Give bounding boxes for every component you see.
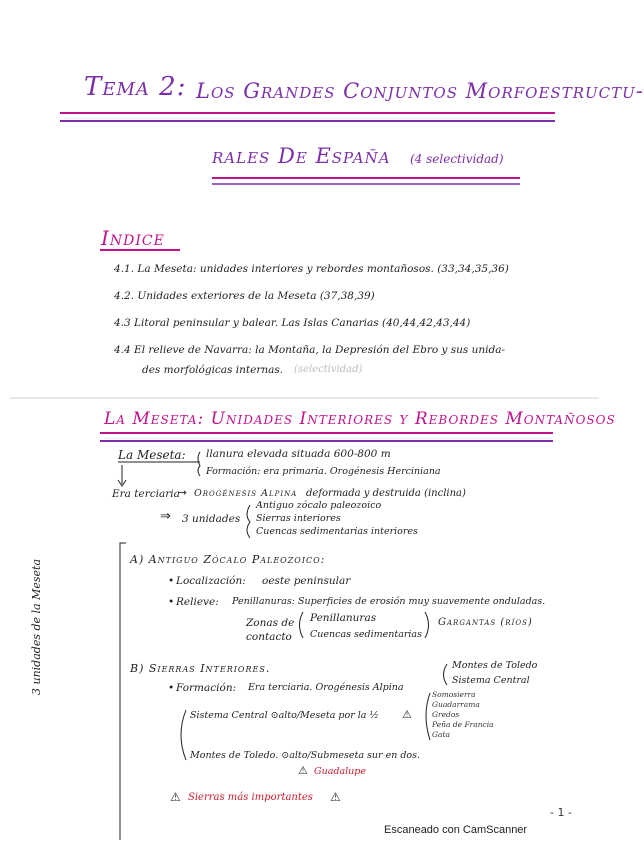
index-item-4-note: (selectividad) [294, 364, 363, 375]
meseta-def-2: Formación: era primaria. Orogénesis Herciniana [206, 466, 441, 477]
formacion-value: Era terciaria. Orogénesis Alpina [248, 682, 404, 693]
range-5: Gata [432, 730, 450, 739]
meseta-label: La Meseta: [118, 448, 186, 462]
page-number: - 1 - [550, 806, 572, 819]
localizacion-label: Localización: [176, 575, 246, 587]
unidad-1: Antiguo zócalo paleozoico [256, 500, 382, 511]
index-item-1: 4.1. La Meseta: unidades interiores y rebordes montañosos. (33,34,35,36) [114, 263, 509, 275]
title-main: Los Grandes Conjuntos Morfoestructu- [196, 79, 644, 103]
index-item-4-line2: des morfológicas internas. [142, 364, 284, 376]
sierras-mas: Sierras más importantes [188, 792, 313, 803]
localizacion-value: oeste peninsular [262, 575, 351, 587]
hook-arrow-icon: ⇒ [160, 509, 171, 524]
warning-icon: ⚠ [170, 790, 181, 804]
unidad-3: Cuencas sedimentarias interiores [256, 526, 418, 537]
relieve-label: Relieve: [176, 596, 219, 608]
index-item-4-line1: 4.4 El relieve de Navarra: la Montaña, la Depresión del Ebro y sus unida- [114, 344, 506, 356]
bullet-icon: • [168, 575, 175, 587]
deformada: deformada y destruida (inclina) [306, 488, 466, 499]
scanned-page: Tema 2: Los Grandes Conjuntos Morfoestructu- rales De España (4 selectividad) Indice 4.1. La Meseta: unidades interiores y rebordes montañosos. (33,34,35,36) 4.2. Unidades exteriores de la Meseta (37,38,39) 4.3 Litoral peninsular y balear. Las Islas Canarias (40,44,42,43,44) 4.4 El relieve de Navarra: la Montaña, la Depresión del Ebro y sus unida- des morfológicas internas. (selectividad) La Meseta: Unidades Interiores y Rebordes Montañosos La Meseta: llanura elevada situada 600-800 m Formación: era primaria. Orogénesis Herciniana Era terciaria → Orogénesis Alpina deformada y destruida (inclina) ⇒ 3 unidades Antiguo zócalo paleozoico Sierras interiores Cuencas sedimentarias interiores 3 unidades de la Meseta A) Antiguo Zócalo Paleozoico: • Localización: oeste peninsular • Relieve: Penillanuras: Superficies de erosión muy suavemente onduladas. Zonas de contacto Penillanuras Cuencas sedimentarias Gargantas (ríos) B) Sierras Interiores. • Formación: Era terciaria. Orogénesis Alpina Montes de Toledo Sistema Central Sistema Central ⊙alto/Meseta por la ½ ⚠ Somosierra Guadarrama Gredos Peña de Francia Gata Montes de Toledo. ⊙alto/Submeseta sur en dos. ⚠ Guadalupe ⚠ Sierras más importantes ⚠ - 1 - Escaneado con CamScanner [0, 0, 599, 848]
cuencas: Cuencas sedimentarias [310, 629, 422, 640]
branch-sistema-central: Sistema Central [452, 675, 530, 686]
index-item-3: 4.3 Litoral peninsular y balear. Las Islas Canarias (40,44,42,43,44) [114, 317, 471, 329]
formacion-label: Formación: [176, 682, 237, 694]
bullet-icon: • [168, 596, 175, 608]
meseta-def-1: llanura elevada situada 600-800 m [206, 448, 391, 460]
section-b-title: B) Sierras Interiores. [130, 662, 271, 675]
warning-icon: ⚠ [330, 790, 341, 804]
index-item-2: 4.2. Unidades exteriores de la Meseta (37,38,39) [114, 290, 375, 302]
zonas-line-2: contacto [246, 631, 292, 643]
montes-toledo-line: Montes de Toledo. ⊙alto/Submeseta sur en dos. [190, 750, 421, 761]
arrow-right-icon: → [178, 487, 187, 499]
warning-icon: ⚠ [298, 764, 308, 777]
unidad-2: Sierras interiores [256, 513, 341, 524]
orogenesis-alpina: Orogénesis Alpina [194, 488, 298, 499]
zonas-line-1: Zonas de [246, 617, 295, 629]
gargantas: Gargantas (ríos) [438, 617, 533, 628]
sistema-central-line: Sistema Central ⊙alto/Meseta por la ½ [190, 710, 379, 721]
title-note: (4 selectividad) [410, 152, 504, 166]
range-4: Peña de Francia [432, 720, 494, 729]
range-1: Somosierra [432, 690, 476, 699]
era-terciaria: Era terciaria [112, 488, 180, 500]
bullet-icon: • [168, 682, 175, 694]
range-3: Gredos [432, 710, 460, 719]
section-heading: La Meseta: Unidades Interiores y Rebordes Montañosos [104, 409, 616, 429]
title-continuation: rales De España [212, 144, 391, 168]
penillanuras: Penillanuras [310, 612, 377, 624]
range-2: Guadarrama [432, 700, 480, 709]
relieve-value: Penillanuras: Superficies de erosión muy suavemente onduladas. [232, 596, 546, 607]
scanner-watermark: Escaneado con CamScanner [384, 824, 528, 836]
section-a-title: A) Antiguo Zócalo Paleozoico: [130, 553, 326, 566]
title-tema: Tema 2: [84, 72, 187, 102]
branch-montes-toledo: Montes de Toledo [452, 660, 538, 671]
warning-icon: ⚠ [402, 708, 412, 721]
index-heading: Indice [101, 226, 165, 250]
guadalupe: Guadalupe [314, 766, 366, 777]
tres-unidades: 3 unidades [182, 513, 241, 525]
